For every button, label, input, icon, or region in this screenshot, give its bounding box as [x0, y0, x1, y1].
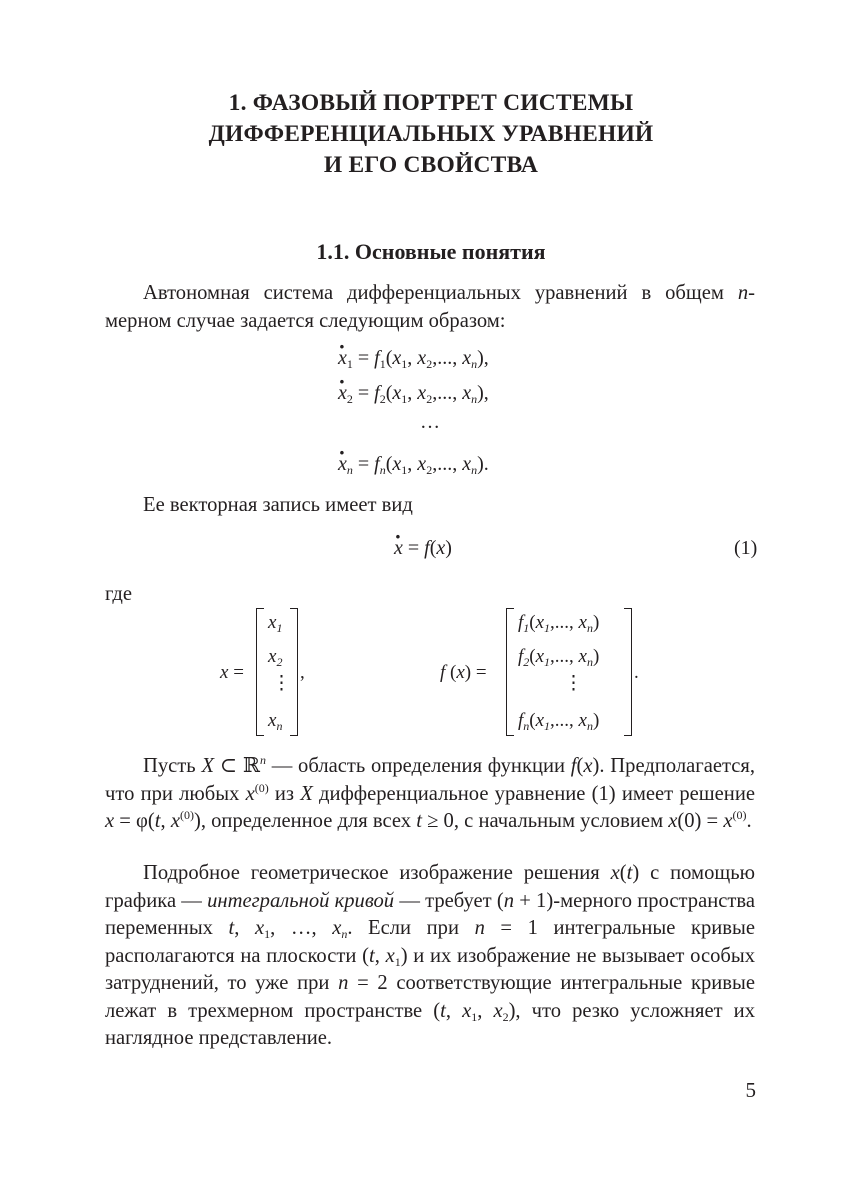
where-label: где — [105, 583, 133, 605]
geometry-text-4: + 1)-мерного пространства переменных — [105, 889, 755, 939]
vector-equation: · x = f(x) — [394, 537, 452, 560]
domain-text-3: . Предполагается, что при любых — [105, 755, 755, 805]
vector-x-definition: x = $x_1$ $x_2$ ⋮ $x_n$ , — [220, 606, 320, 736]
domain-text-5: дифференциальное уравнение (1) имеет решение — [312, 782, 755, 805]
equation-number: (1) — [734, 537, 758, 559]
vector-f-definition: f (x) = $f_1(x_1$,..., $x_n$) $f_2(x_1$,..., $x_n$) ⋮ $f_n(x_1$,..., $x_n$) . — [440, 606, 650, 736]
intro-text-after: -мерном случае задается следующим образом: — [105, 282, 755, 332]
equation-row-n: · $x_n = f_n(x_1$, $x_2$,..., $x_n$). — [338, 453, 489, 476]
domain-text-1: Пусть — [143, 755, 202, 777]
domain-text-4: из — [268, 782, 301, 805]
equation-system — [338, 347, 578, 482]
chapter-title-line-2: ДИФФЕРЕНЦИАЛЬНЫХ УРАВНЕНИЙ — [208, 121, 654, 147]
equation-row-2: · $x_2 = f_2(x_1$, $x_2$,..., $x_n$), — [338, 382, 489, 405]
chapter-title-line-1: 1. ФАЗОВЫЙ ПОРТРЕТ СИСТЕМЫ — [228, 90, 634, 116]
equation-ellipsis: … — [420, 411, 440, 433]
domain-text-2: — область определения функции — [265, 755, 571, 777]
geometry-text-8: = 2 соответствующие интегральные кривые лежат в трехмерном пространстве ( — [105, 972, 755, 1022]
domain-text-7: , с начальным условием — [453, 810, 669, 832]
chapter-title — [100, 88, 762, 181]
intro-n: n — [737, 282, 749, 304]
vector-intro-text: Ее векторная запись имеет вид — [143, 494, 413, 516]
paragraph-geometry: Подробное геометрическое изображение решения x(t) с помощью графика — интегральной кривой — требует (n + 1)-мерного пространства переменных t, $x_1$, …, $x_n$. Если при n = 1 интегральные кривые располагаются на плоскости (t, $x_1$) и их изображение не вызывает особых затруднений, то уже при n = 2 соответствующие интегральные кривые лежат в трехмерном пространстве (t, $x_1$, $x_2$), что резко усложняет их наглядное представление. — [105, 862, 756, 1049]
paragraph-domain: Пусть X ⊂ ℝ$^n$ — область определения функции f(x). Предполагается, что при любых $x^{(0)}$ из X дифференциальное уравнение (1) имеет решение x = φ(t, $x^{(0)}$), определенное для всех t ≥ 0, с начальным условием $x(0) = x^{(0)}$. — [105, 753, 755, 832]
page-number: 5 — [745, 1078, 756, 1102]
geometry-text-5: . Если при — [347, 917, 475, 939]
geometry-text-9: ), что резко усложняет их наглядное представление. — [105, 999, 755, 1049]
equation-row-1: · $x_1 = f_1(x_1$, $x_2$,..., $x_n$), — [338, 347, 489, 370]
geometry-text-3: — требует ( — [394, 889, 504, 912]
geometry-text-1: Подробное геометрическое изображение решения — [143, 862, 611, 884]
intro-paragraph — [105, 280, 755, 335]
vector-intro — [105, 492, 755, 520]
geometry-text-7: ) и их изображение не вызывает особых затруднений, то уже при — [105, 944, 756, 994]
intro-text-before: Автономная система дифференциальных уравнений в общем — [143, 282, 738, 304]
geometry-text-6: = 1 интегральные кривые располагаются на плоскости ( — [105, 917, 756, 967]
chapter-title-line-3: И ЕГО СВОЙСТВА — [323, 152, 539, 178]
domain-text-6: , определенное для всех — [200, 810, 417, 832]
section-title: 1.1. Основные понятия — [316, 239, 546, 264]
geometry-italic-term: интегральной кривой — [207, 889, 395, 912]
geometry-text-2: с помощью графика — — [105, 862, 755, 912]
